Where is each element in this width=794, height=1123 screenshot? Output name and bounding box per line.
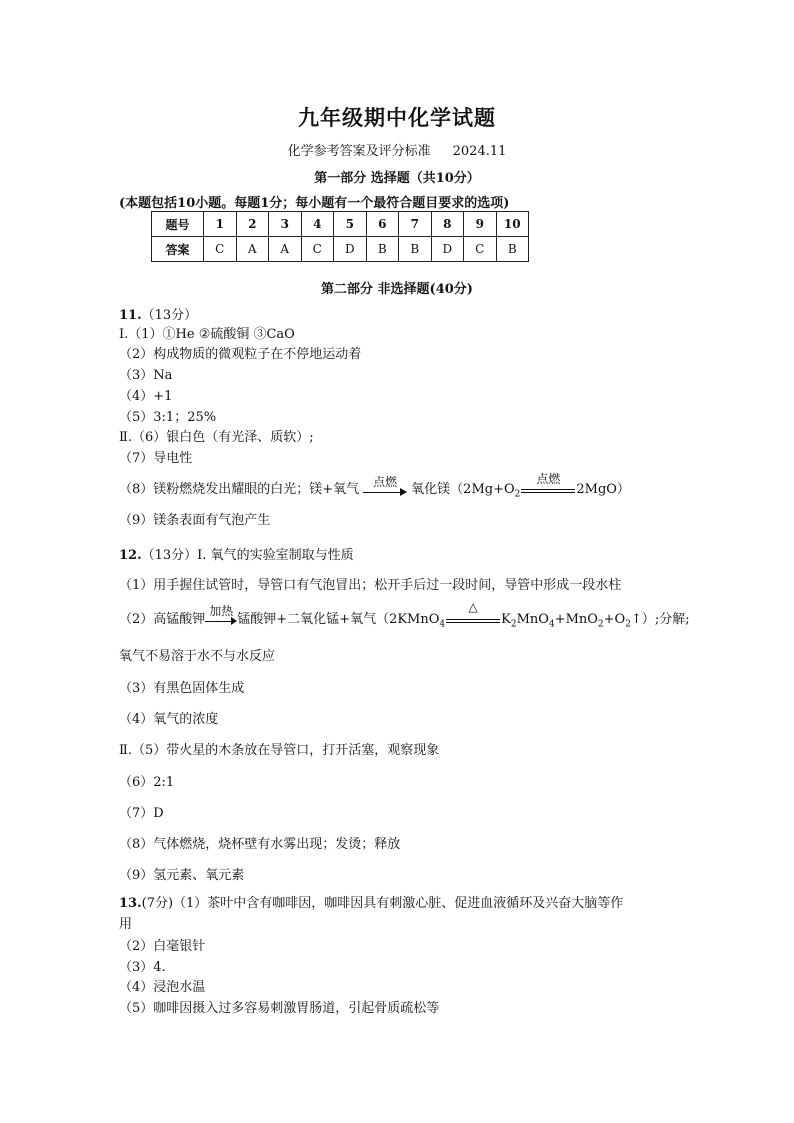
subscript: 2 — [514, 489, 521, 500]
equals-line — [521, 492, 575, 493]
question-number: 8 — [431, 212, 464, 237]
q13-line-1 — [119, 892, 623, 911]
q11-line-4: （4）+1 — [119, 389, 173, 404]
reaction-condition: 点燃 — [373, 474, 398, 489]
answer-cell: B — [399, 237, 432, 262]
answer-table-header-row — [152, 212, 529, 237]
answer-cell: C — [204, 237, 237, 262]
q12-line-1: （1）用手握住试管时，导管口有气泡冒出；松开手后过一段时间，导管中形成一段水柱 — [119, 578, 622, 593]
q11-score: （13分） — [141, 308, 198, 323]
reaction-equals-sign — [521, 471, 575, 497]
q11-number: 11. — [119, 308, 142, 323]
q12-line-2-text-c: K — [501, 612, 511, 627]
q13-line-5: （5）咖啡因摄入过多容易刺激胃肠道，引起骨质疏松等 — [119, 1001, 440, 1016]
answer-cell: B — [366, 237, 399, 262]
q12-line-2-text-g: ↑）;分解; — [630, 612, 690, 627]
q12-line-2-text-f: +O — [603, 612, 626, 627]
q12-line-4: （4）氧气的浓度 — [119, 712, 219, 727]
q11-line-6: Ⅱ.（6）银白色（有光泽、质软）; — [119, 430, 314, 445]
subscript: 4 — [439, 619, 446, 630]
answer-cell: C — [301, 237, 334, 262]
question-number: 10 — [496, 212, 529, 237]
answer-table-answer-row — [152, 237, 529, 262]
question-number: 9 — [464, 212, 497, 237]
arrow-shaft — [363, 492, 403, 493]
reaction-condition: 点燃 — [536, 471, 561, 486]
part1-note: (本题包括10小题。每题1分；每小题有一个最符合题目要求的选项) — [119, 196, 510, 211]
question-number: 5 — [334, 212, 367, 237]
subscript: 2 — [510, 619, 517, 630]
q11-line-2: （2）构成物质的微观粒子在不停地运动着 — [119, 347, 362, 362]
row-label-question: 题号 — [152, 212, 204, 237]
answer-cell: D — [431, 237, 464, 262]
reaction-condition: △ — [468, 599, 478, 614]
question-number: 3 — [269, 212, 302, 237]
q13-line-1-continued: 用 — [119, 917, 133, 932]
equals-line — [521, 489, 575, 490]
part2-heading: 第二部分 非选择题(40分) — [321, 282, 473, 297]
q11-line-9: （9）镁条表面有气泡产生 — [119, 513, 271, 528]
q12-line-2-text-d: MnO — [516, 612, 549, 627]
q12-line-5: Ⅱ.（5）带火星的木条放在导管口，打开活塞，观察现象 — [119, 743, 440, 758]
row-label-answer: 答案 — [152, 237, 204, 262]
exam-date: 2024.11 — [452, 144, 507, 159]
part1-heading: 第一部分 选择题（共10分） — [314, 171, 480, 186]
reaction-equals-sign — [446, 599, 500, 627]
q11-line-8 — [119, 471, 630, 500]
q12-line-7: （7）D — [119, 806, 164, 821]
q12-line-2-text-e: +MnO — [554, 612, 598, 627]
question-number: 6 — [366, 212, 399, 237]
q11-line-8-text-a: （8）镁粉燃烧发出耀眼的白光；镁+氧气 — [119, 482, 360, 497]
q12-line-3: （3）有黑色固体生成 — [119, 681, 245, 696]
subtitle-text: 化学参考答案及评分标准 — [287, 144, 431, 159]
q11-line-3: （3）Na — [119, 368, 173, 383]
subscript: 2 — [597, 619, 604, 630]
question-number: 4 — [301, 212, 334, 237]
subscript: 4 — [548, 619, 555, 630]
q12-heading — [119, 544, 354, 563]
q12-head-text: （13分）Ⅰ. 氧气的实验室制取与性质 — [141, 548, 354, 563]
answer-cell: D — [334, 237, 367, 262]
q11-line-5: （5）3:1；25% — [119, 410, 217, 425]
q13-line-3: （3）4. — [119, 960, 166, 975]
page-subtitle — [0, 140, 794, 159]
q12-number: 12. — [119, 548, 142, 563]
arrow-shaft — [205, 621, 232, 622]
answer-table — [151, 211, 529, 262]
q12-line-2-text-a: （2）高锰酸钾 — [119, 612, 206, 627]
q13-line-2: （2）白毫银针 — [119, 939, 206, 954]
question-number: 7 — [399, 212, 432, 237]
q11-heading — [119, 304, 197, 323]
reaction-arrow — [205, 603, 237, 627]
q12-line-2 — [119, 599, 690, 630]
arrow-head — [400, 488, 407, 496]
answer-cell: B — [496, 237, 529, 262]
answer-cell: A — [236, 237, 269, 262]
equals-line — [446, 622, 500, 623]
equals-line — [446, 619, 500, 620]
arrow-head — [231, 617, 237, 625]
page-title: 九年级期中化学试题 — [298, 105, 496, 130]
q11-line-7: （7）导电性 — [119, 451, 193, 466]
q11-line-8-text-c: 2MgO） — [576, 482, 630, 497]
reaction-arrow — [363, 474, 407, 497]
q12-line-8: （8）气体燃烧，烧杯壁有水雾出现；发烫；释放 — [119, 837, 401, 852]
q13-number: 13. — [119, 896, 142, 911]
q12-line-2-text-b: 锰酸钾+二氧化锰+氧气（2KMnO — [237, 612, 440, 627]
q12-line-2-continued: 氧气不易溶于水不与水反应 — [119, 649, 276, 664]
q11-line-8-text-b: 氧化镁（2Mg+O — [411, 482, 515, 497]
question-number: 1 — [204, 212, 237, 237]
answer-cell: C — [464, 237, 497, 262]
q12-line-9: （9）氢元素、氧元素 — [119, 868, 245, 883]
q13-line-1-text: (7分)（1）茶叶中含有咖啡因，咖啡因具有刺激心脏、促进血液循环及兴奋大脑等作 — [141, 896, 624, 911]
q13-line-4: （4）浸泡水温 — [119, 980, 206, 995]
q12-line-6: （6）2:1 — [119, 775, 175, 790]
reaction-condition: 加热 — [209, 603, 234, 618]
q11-line-1: Ⅰ.（1）①He ②硫酸铜 ③CaO — [119, 327, 295, 342]
answer-cell: A — [269, 237, 302, 262]
question-number: 2 — [236, 212, 269, 237]
subscript: 2 — [625, 619, 631, 630]
